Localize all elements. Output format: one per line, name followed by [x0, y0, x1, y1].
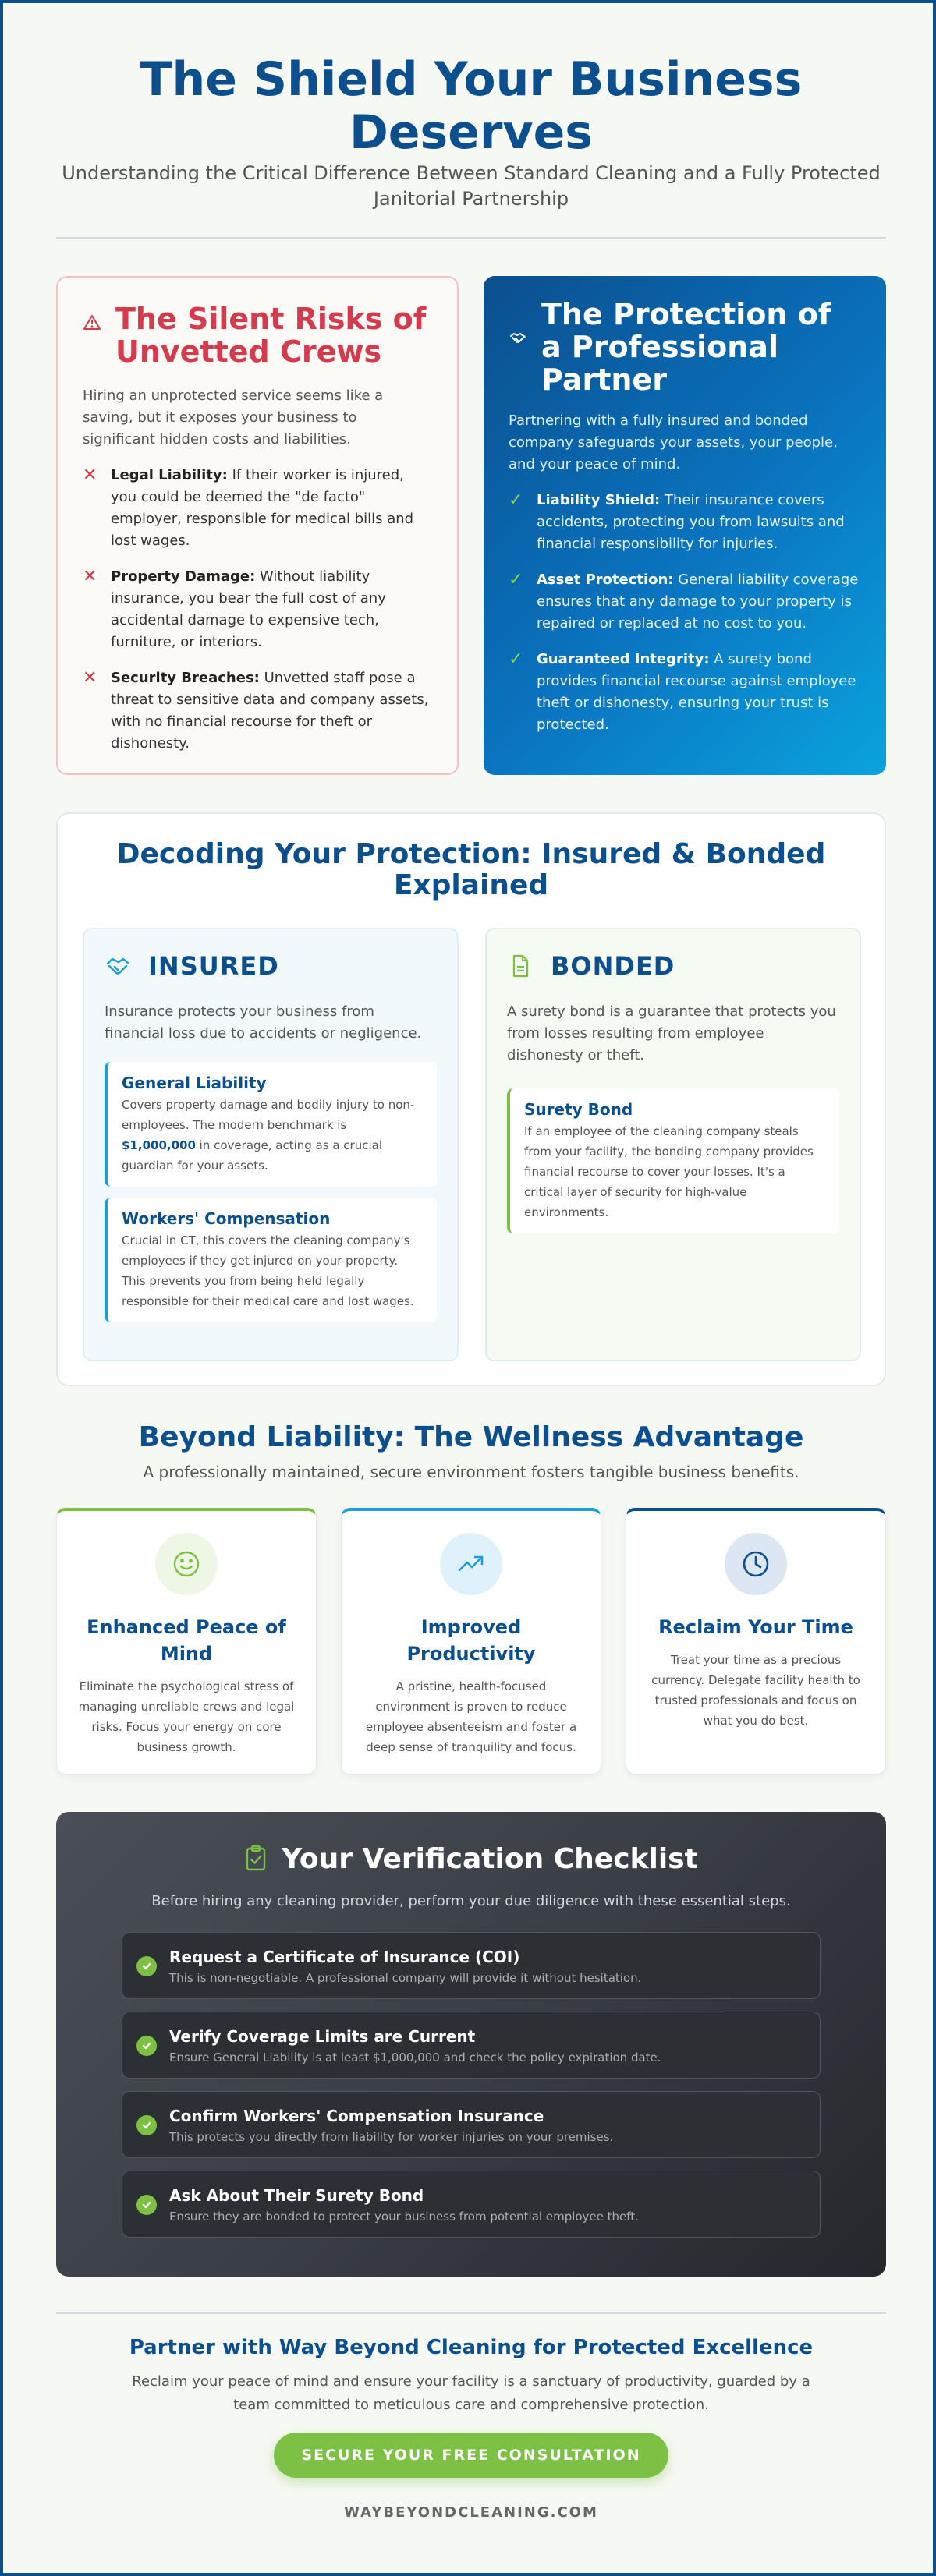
check-mark-icon: ✓: [509, 570, 523, 589]
checklist-item-title: Request a Certificate of Insurance (COI): [169, 1948, 520, 1966]
item-text: Unvetted staff pose a threat to sensitive data and company assets, with no financial recourse for theft or dishonesty.: [111, 670, 429, 752]
x-mark-icon: ✕: [83, 668, 98, 688]
protection-title: The Protection of a Professional Partner: [541, 297, 831, 397]
item-label: Asset Protection:: [537, 571, 674, 588]
footer-title: Partner with Way Beyond Cleaning for Protected Excellence: [129, 2336, 814, 2359]
item-text: If their worker is injured, you could be deemed the "de facto" employer, responsible for medical bills and lost wages.: [111, 467, 414, 549]
item-text: Their insurance covers accidents, protecting you from lawsuits and financial responsibility for injuries.: [537, 492, 845, 552]
item-label: Property Damage:: [111, 568, 256, 585]
checklist-item-title: Verify Coverage Limits are Current: [169, 2027, 476, 2046]
insured-panel: [83, 928, 459, 1361]
wellness-card: [626, 1508, 886, 1775]
divider: [56, 2312, 886, 2314]
check-mark-icon: ✓: [509, 490, 523, 510]
smiley-face-icon: [155, 1533, 218, 1595]
footer-text: Reclaim your peace of mind and ensure your facility is a sanctuary of productivity, guarded by a team committed to meticulous care and comprehensive protection.: [132, 2373, 810, 2413]
gl-amount: $1,000,000: [122, 1138, 196, 1152]
wellness-subtitle: A professionally maintained, secure environment fosters tangible business benefits.: [143, 1463, 800, 1481]
verification-checklist: [56, 1812, 886, 2277]
protection-card: [484, 276, 886, 775]
wellness-card: [341, 1508, 601, 1775]
risks-intro: Hiring an unprotected service seems like a saving, but it exposes your business to significant hidden costs and liabilities.: [83, 387, 384, 448]
item-label: Legal Liability:: [111, 467, 228, 483]
item-text: A surety bond provides financial recourse against employee theft or dishonesty, ensuring your trust is protected.: [537, 651, 856, 733]
wellness-card: [56, 1508, 317, 1775]
checklist-item: [122, 2171, 821, 2238]
x-mark-icon: ✕: [83, 465, 98, 485]
wellness-card-text: A pristine, health-focused environment is proven to reduce employee absenteeism and foster a deep sense of tranquility and focus.: [365, 1679, 577, 1754]
item-label: Guaranteed Integrity:: [537, 651, 710, 667]
workers-comp-title: Workers' Compensation: [122, 1209, 331, 1228]
protection-intro: Partnering with a fully insured and bonded company safeguards your assets, your people, and your peace of mind.: [509, 412, 838, 472]
free-consultation-button[interactable]: SECURE YOUR FREE CONSULTATION: [274, 2433, 668, 2478]
checklist-subtitle: Before hiring any cleaning provider, perform your due diligence with these essential steps.: [151, 1893, 791, 1909]
checklist-item-text: This is non-negotiable. A professional company will provide it without hesitation.: [169, 1971, 642, 1985]
wellness-card-title: Reclaim Your Time: [658, 1616, 853, 1638]
checklist-item-title: Ask About Their Surety Bond: [169, 2186, 424, 2205]
wellness-title: Beyond Liability: The Wellness Advantage: [138, 1421, 804, 1453]
checklist-item-text: Ensure they are bonded to protect your business from potential employee theft.: [169, 2210, 639, 2224]
general-liability-title: General Liability: [122, 1074, 267, 1092]
checklist-item: [122, 2012, 821, 2079]
warning-triangle-icon: [83, 313, 105, 335]
checklist-item: [122, 2091, 821, 2158]
workers-comp-text: Crucial in CT, this covers the cleaning company's employees if they get injured on your property. This prevents you from being held legally responsible for their medical care and lost wages.: [122, 1233, 414, 1308]
checklist-title: Your Verification Checklist: [282, 1843, 698, 1875]
trending-up-icon: [440, 1533, 502, 1595]
document-icon: [507, 953, 534, 979]
insured-intro: Insurance protects your business from financial loss due to accidents or negligence.: [105, 1003, 422, 1042]
shield-hand-icon: [105, 953, 131, 979]
risks-list: [83, 465, 432, 755]
decoding-section: [56, 812, 886, 1386]
clock-icon: [725, 1533, 787, 1595]
surety-bond-text: If an employee of the cleaning company steals from your facility, the bonding company provides financial recourse to cover your losses. It's a critical layer of security for high-value environments.: [524, 1124, 814, 1219]
bonded-intro: A surety bond is a guarantee that protects you from losses resulting from employee dishonesty or theft.: [507, 1003, 836, 1063]
surety-bond-title: Surety Bond: [524, 1100, 633, 1119]
workers-comp-box: [105, 1198, 437, 1322]
website-link[interactable]: WAYBEYONDCLEANING.COM: [344, 2504, 598, 2521]
bonded-panel: [485, 928, 861, 1361]
page-title: The Shield Your Business Deserves: [140, 52, 803, 160]
wellness-card-title: Improved Productivity: [406, 1616, 536, 1665]
list-item: [509, 569, 861, 635]
list-item: [509, 649, 861, 736]
page-subtitle: Understanding the Critical Difference Between Standard Cleaning and a Fully Protected Janitorial Partnership: [62, 162, 881, 210]
divider: [56, 237, 886, 239]
x-mark-icon: ✕: [83, 567, 98, 586]
surety-bond-box: [507, 1088, 839, 1233]
decoding-title: Decoding Your Protection: Insured & Bonded Explained: [116, 838, 826, 901]
item-text: Without liability insurance, you bear the full cost of any accidental damage to expensive tech, furniture, or interiors.: [111, 568, 386, 650]
protection-header: [509, 298, 861, 396]
gl-text: Covers property damage and bodily injury to non-employees. The modern benchmark is: [122, 1098, 415, 1132]
risks-card: [56, 276, 459, 775]
checklist-item-title: Confirm Workers' Compensation Insurance: [169, 2107, 544, 2125]
check-mark-icon: ✓: [509, 649, 523, 669]
item-label: Liability Shield:: [537, 492, 661, 508]
insured-title: INSURED: [148, 951, 279, 981]
check-circle-icon: [136, 1956, 157, 1976]
wellness-card-text: Treat your time as a precious currency. Delegate facility health to trusted professionals and focus on what you do best.: [651, 1653, 860, 1728]
check-circle-icon: [136, 2195, 157, 2215]
wellness-card-title: Enhanced Peace of Mind: [87, 1616, 286, 1665]
checklist-item: [122, 1932, 821, 1999]
gl-text-end: in coverage, acting as a crucial guardian for your assets.: [122, 1138, 383, 1173]
wellness-card-text: Eliminate the psychological stress of managing unreliable crews and legal risks. Focus your energy on core business growth.: [78, 1679, 295, 1754]
handshake-icon: [509, 329, 530, 351]
checklist-item-text: This protects you directly from liability for worker injuries on your premises.: [169, 2130, 614, 2144]
list-item: [83, 667, 432, 755]
risks-header: [83, 303, 432, 368]
check-circle-icon: [136, 2115, 157, 2135]
general-liability-box: [105, 1062, 437, 1187]
bonded-title: BONDED: [551, 951, 675, 981]
list-item: [509, 490, 861, 555]
risks-title: The Silent Risks of Unvetted Crews: [115, 302, 427, 369]
check-circle-icon: [136, 2036, 157, 2056]
item-text: General liability coverage ensures that any damage to your property is repaired or replaced at no cost to you.: [537, 571, 859, 632]
clipboard-check-icon: [244, 1844, 268, 1875]
list-item: [83, 465, 432, 552]
list-item: [83, 566, 432, 653]
item-label: Security Breaches:: [111, 670, 260, 686]
protection-list: [509, 490, 861, 736]
checklist-item-text: Ensure General Liability is at least $1,000,000 and check the policy expiration date.: [169, 2051, 661, 2065]
